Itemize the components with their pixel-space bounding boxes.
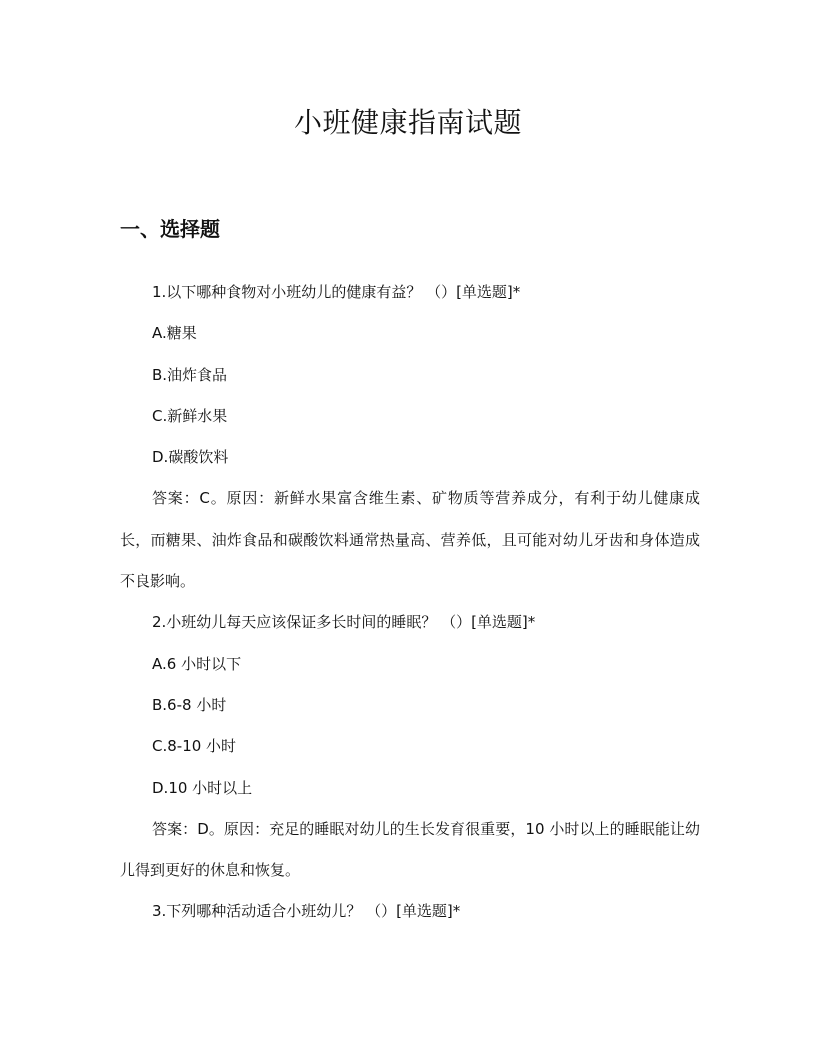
- option-b: B.油炸食品: [152, 365, 228, 384]
- question-text: 1.以下哪种食物对小班幼儿的健康有益？ （）[单选题]*: [152, 283, 521, 301]
- option-d: D.10 小时以上: [152, 778, 253, 797]
- answer-explanation: 答案：C。原因：新鲜水果富含维生素、矿物质等营养成分，有利于幼儿健康成长，而糖果、油炸食品和碳酸饮料通常热量高、营养低，且可能对幼儿牙齿和身体造成不良影响。: [120, 489, 700, 591]
- section-heading: 一、选择题: [120, 217, 220, 241]
- option-a: A.6 小时以下: [152, 654, 242, 673]
- question-list: [120, 272, 700, 933]
- option-c: C.新鲜水果: [152, 406, 228, 425]
- question-text: 3.下列哪种活动适合小班幼儿？ （）[单选题]*: [152, 902, 461, 921]
- option-d: D.碳酸饮料: [152, 448, 229, 467]
- page-title: 小班健康指南试题: [293, 106, 522, 139]
- option-b: B.6-8 小时: [152, 695, 227, 714]
- question-text: 2.小班幼儿每天应该保证多长时间的睡眠？ （）[单选题]*: [152, 613, 536, 632]
- answer-explanation: 答案：D。原因：充足的睡眠对幼儿的生长发育很重要，10 小时以上的睡眠能让幼儿得到更好的休息和恢复。: [120, 819, 700, 880]
- option-c: C.8-10 小时: [152, 737, 237, 756]
- option-a: A.糖果: [152, 324, 197, 343]
